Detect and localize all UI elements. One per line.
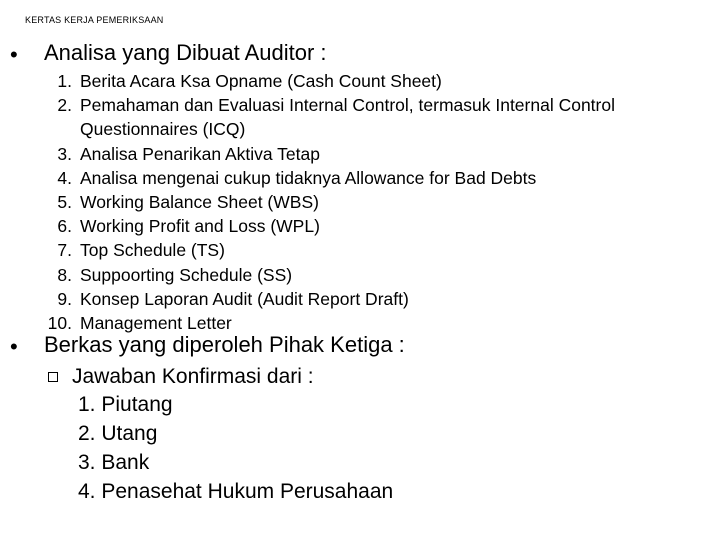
auditor-analysis-list <box>44 69 694 335</box>
list-item <box>44 69 694 93</box>
item-number: 9. <box>57 288 72 309</box>
item-text: Top Schedule (TS) <box>80 240 225 261</box>
item-number: 10. <box>47 313 72 334</box>
list-item <box>44 238 694 262</box>
item-number: 7. <box>57 240 72 261</box>
item-text-continued: Questionnaires (ICQ) <box>80 119 246 140</box>
list-item <box>44 190 694 214</box>
item-text: Suppoorting Schedule (SS) <box>80 264 293 285</box>
list-item <box>44 263 694 287</box>
bullet-section2: • <box>10 334 18 359</box>
confirmation-subheading <box>48 362 314 391</box>
list-item <box>44 166 694 190</box>
list-item <box>44 214 694 238</box>
item-text: Working Profit and Loss (WPL) <box>80 216 320 237</box>
item-text: Konsep Laporan Audit (Audit Report Draft) <box>80 288 409 309</box>
section1-title: Analisa yang Dibuat Auditor : <box>44 40 327 65</box>
list-item: 3. Bank <box>78 451 150 474</box>
confirmation-list <box>78 390 393 506</box>
item-number: 5. <box>57 192 72 213</box>
item-number: 1. <box>57 71 72 91</box>
item-text: Analisa mengenai cukup tidaknya Allowance for Bad Debts <box>80 167 537 188</box>
item-number: 2. <box>57 95 72 116</box>
item-text: Working Balance Sheet (WBS) <box>80 192 319 213</box>
item-number: 6. <box>57 216 72 237</box>
section2-title: Berkas yang diperoleh Pihak Ketiga : <box>44 332 405 357</box>
list-item <box>44 142 694 166</box>
header-label: KERTAS KERJA PEMERIKSAAN <box>25 15 164 25</box>
item-text: Management Letter <box>80 313 232 334</box>
item-text: Pemahaman dan Evaluasi Internal Control, termasuk Internal Control <box>80 95 615 116</box>
list-item <box>44 93 694 141</box>
list-item: 2. Utang <box>78 422 158 445</box>
item-text: Analisa Penarikan Aktiva Tetap <box>80 143 320 164</box>
square-bullet-icon <box>48 372 58 382</box>
list-item <box>44 287 694 311</box>
item-number: 4. <box>57 167 72 188</box>
item-number: 8. <box>57 264 72 285</box>
list-item: 4. Penasehat Hukum Perusahaan <box>78 480 394 503</box>
bullet-section1: • <box>10 42 18 67</box>
list-item: 1. Piutang <box>78 393 173 416</box>
item-text: Berita Acara Ksa Opname (Cash Count Sheet) <box>80 71 442 91</box>
item-number: 3. <box>57 143 72 164</box>
subheading-text: Jawaban Konfirmasi dari : <box>72 365 314 388</box>
